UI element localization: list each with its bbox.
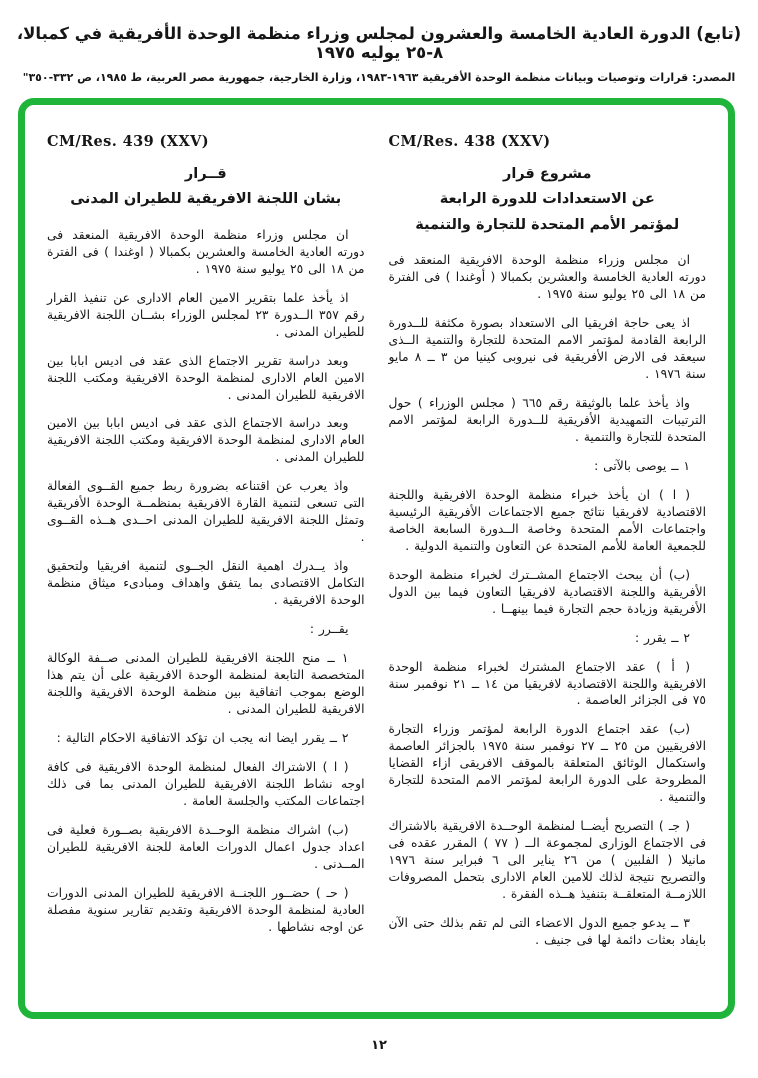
paragraph: ٣ ــ يدعو جميع الدول الاعضاء التى لم تقم بذلك حتى الآن بايفاد بعثات دائمة لها فى جنيف .	[388, 916, 706, 948]
paragraph: ( ا ) ان يأخذ خبراء منظمة الوحدة الافريقية واللجنة الاقتصادية لافريقيا نتائج جميع الاجتماعات الأفريقية الرئيسية واجتماعات الأمم المتحدة وخاصة الــدورة السابعة الخاصة للجمعية العامة للأمم المتحدة عن التعاون والتنمية الدولية .	[388, 487, 706, 553]
resolution-439-ref: CM/Res. 439 (XXV)	[47, 133, 210, 150]
paragraph: اذ يعى حاجة افريقيا الى الاستعداد بصورة مكثفة للــدورة الرابعة القادمة لمؤتمر الامم المتحدة للتجارة والتنمية الــذى سيعقد فى الارض الأفريقية فى نيروبى كينيا من ٣ ــ ٨ مايو سنة ١٩٧٦ .	[388, 316, 706, 381]
resolution-438-title-line-2: عن الاستعدادات للدورة الرابعة	[439, 191, 655, 208]
paragraph: اذ يأخذ علما بتقرير الامين العام الادارى عن تنفيذ القرار رقم ٣٥٧ الــدورة ٢٣ لمجلس الوزراء بشــان اللجنة الافريقية للطيران المدنى .	[47, 290, 365, 339]
source-citation: المصدر: قرارات وتوصيات وبيانات منظمة الوحدة الأفريقية ١٩٦٣-١٩٨٣، وزارة الخارجية، جمهورية مصر العربية، ط ١٩٨٥، ص ٣٣٢-٣٥٠"	[22, 71, 736, 84]
resolution-438-ref: CM/Res. 438 (XXV)	[388, 133, 551, 150]
paragraph: ( أ ) عقد الاجتماع المشترك لخبراء منظمة الوحدة الافريقية واللجنة الاقتصادية لافريقيا من ١٤ ــ ٢١ نوفمبر سنة ٧٥ فى الجزائر العاصمة .	[388, 659, 706, 708]
two-column-layout	[25, 105, 728, 990]
paragraph: ١ ــ منح اللجنة الافريقية للطيران المدنى صــفة الوكالة المتخصصة التابعة لمنظمة الوحدة الافريقية على أن يتم هذا الوضع بموجب اتفاقية بين منظمة الوحدة الافريقية واللجنة الافريقية للطيران المدنى .	[47, 651, 365, 717]
paragraph: وبعد دراسة تقرير الاجتماع الذى عقد فى اديس ابابا بين الامين العام الادارى لمنظمة الوحدة الافريقية ومكتب اللجنة الافريقية للطيران المدنى .	[47, 353, 365, 402]
resolution-438-title-line-3: لمؤتمر الأمم المتحدة للتجارة والتنمية	[415, 216, 680, 233]
resolution-439-title-line-1: قــرار	[184, 166, 227, 182]
paragraph: ( ا ) الاشتراك الفعال لمنظمة الوحدة الافريقية فى كافة اوجه نشاط اللجنة الافريقية للطيران المدنى بما فى ذلك اجتماعات المكتب والجلسة العامة .	[47, 759, 365, 808]
resolution-439-title-line-2: بشان اللجنة الافريقية للطيران المدنى	[70, 191, 342, 208]
session-title: (تابع) الدورة العادية الخامسة والعشرون لمجلس وزراء منظمة الوحدة الأفريقية في كمبالا، ٨-٢٥ يوليه ١٩٧٥	[16, 24, 742, 62]
paragraph: واذ يعرب عن اقتناعه بضرورة ربط جميع القــوى الفعالة التى تسعى لتنمية القارة الافريقية بمنظمــة الوحدة الأفريقية وتمثل اللجنة الافريقية للطيران المدنى احــدى هــذه القــوى .	[47, 479, 365, 545]
resolution-438-title-line-1: مشروع قرار	[502, 166, 592, 182]
page-header	[0, 0, 758, 84]
resolution-439-column	[47, 127, 365, 990]
paragraph: (ب) اشراك منظمة الوحــدة الافريقية بصــورة فعلية فى اعداد جدول اعمال الدورات العامة للجنة الافريقية للطيران المــدنى .	[47, 822, 365, 871]
paragraph: واذ يــدرك اهمية النقل الجــوى لتنمية افريقيا ولتحقيق التكامل الاقتصادى بما يتفق واهداف ومبادىء ميثاق منظمة الوحدة الافريقية .	[47, 559, 365, 608]
paragraph: واذ يأخذ علما بالوثيقة رقم ٦٦٥ ( مجلس الوزراء ) حول الترتيبات التمهيدية الأفريقية للــدورة الرابعة لمؤتمر الامم المتحدة للتجارة والتنمية .	[388, 395, 706, 444]
paragraph: (ب) أن يبحث الاجتماع المشــترك لخبراء منظمة الوحدة الأفريقية واللجنة الاقتصادية لافريقيا التعاون فيما بين الدول الأفريقية وزيادة حجم التجارة فيما بينهــا .	[388, 567, 706, 616]
paragraph: ٢ ــ يقرر ايضا انه يجب ان تؤكد الاتفاقية الاحكام التالية :	[56, 731, 349, 745]
paragraph: (ب) عقد اجتماع الدورة الرابعة لمؤتمر وزراء التجارة الافريقيين من ٢٥ ــ ٢٧ نوفمبر سنة ١٩٧٥ بالجزائر العاصمة واستكمال الوثائق المتعلقة بالموقف الافريقى ازاء القضايا المطروحة على الدورة الرابعة لمؤتمر الامم المتحدة للتجارة والتنمية .	[388, 722, 706, 805]
resolution-438-column	[389, 127, 707, 990]
resolution-439-title	[47, 162, 365, 213]
resolutions-frame	[18, 98, 735, 1019]
clause-heading: ١ ــ يوصى بالآتى :	[594, 458, 690, 473]
paragraph: ( حـ ) حضــور اللجنــة الافريقية للطيران المدنى الدورات العادية لمنظمة الوحدة الافريقية وتقديم تقارير سنوية مفصلة عن اوجه نشاطها .	[47, 885, 365, 934]
paragraph: ( جـ ) التصريح أيضــا لمنظمة الوحــدة الافريقية بالاشتراك فى الاجتماع الوزارى لمجموعة الــ ( ٧٧ ) المقرر عقده فى مانيلا ( الفلبين ) من ٢٦ يناير الى ٦ فبراير سنة ١٩٧٦ والتصريح نتيجة لذلك للامين العام الادارى بتحمل المصروفات اللازمــة المتعلقــة بتنفيذ هــذه الفقرة .	[388, 819, 707, 902]
resolution-438-title	[389, 162, 707, 238]
paragraph: وبعد دراسة الاجتماع الذى عقد فى اديس ابابا بين الامين العام الادارى لمنظمة الوحدة الافريقية ومكتب اللجنة الافريقية للطيران المدنى .	[47, 416, 365, 465]
clause-heading: ٢ ــ يقرر :	[634, 630, 690, 645]
paragraph: ان مجلس وزراء منظمة الوحدة الافريقية المنعقد فى دورته العادية الخامسة والعشرين بكمبالا ( اوغندا ) فى الفترة من ١٨ الى ٢٥ يوليو سنة ١٩٧٥ .	[47, 227, 365, 276]
paragraph: ان مجلس وزراء منظمة الوحدة الافريقية المنعقد فى دورته العادية الخامسة والعشرين بكمبالا ( أوغندا ) فى الفترة من ١٨ الى ٢٥ يوليو سنة ١٩٧٥ .	[388, 253, 706, 302]
page-number: ١٢	[371, 1038, 387, 1053]
clause-heading: يقــرر :	[309, 622, 349, 637]
